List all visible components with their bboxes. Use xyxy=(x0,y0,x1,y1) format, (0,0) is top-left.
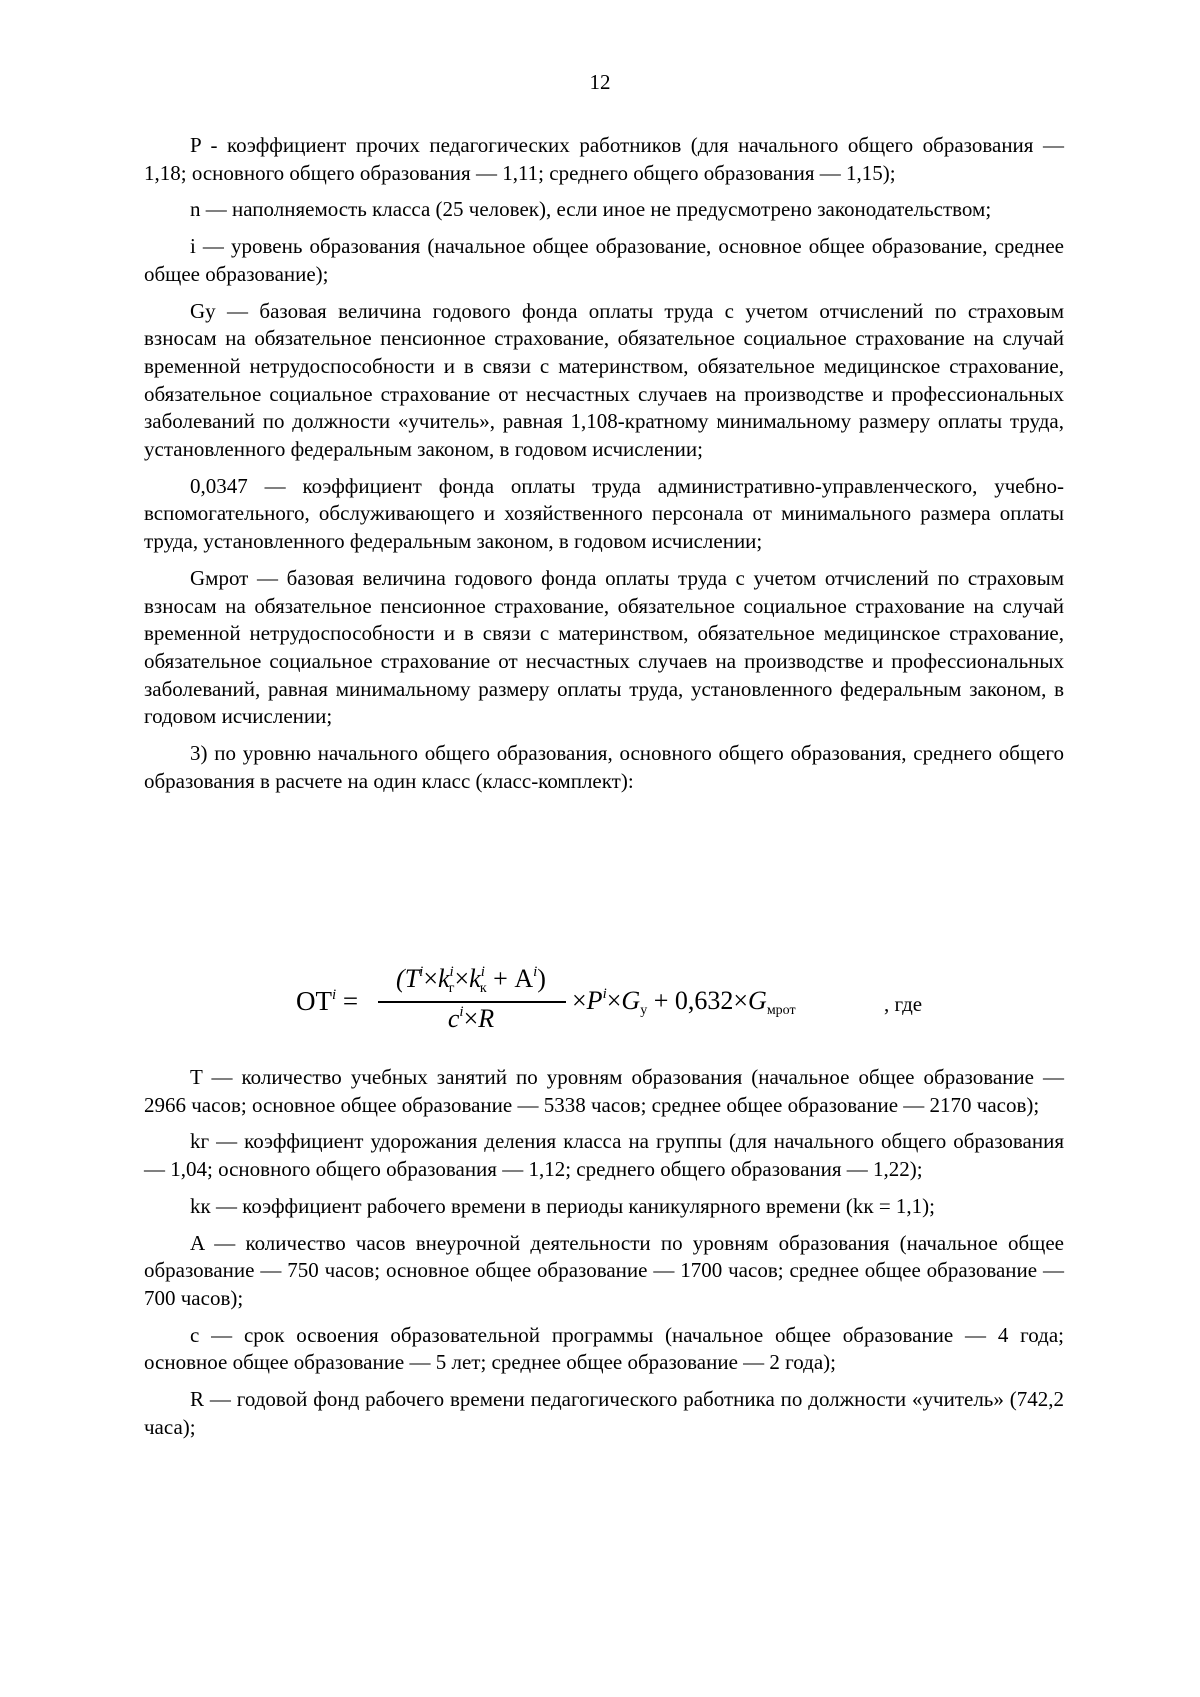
fraction-bar xyxy=(378,1001,566,1003)
page-number: 12 xyxy=(589,70,611,94)
paragraph-0347-coefficient: 0,0347 — коэффициент фонда оплаты труда административно-управленческого, учебно-вспомогательного, обслуживающего и хозяйственного персонала от минимального размера оплаты труда, установленного федеральным законом, в годовом исчислении; xyxy=(144,473,1064,554)
paragraph-gmrot-base: Gмрот — базовая величина годового фонда оплаты труда с учетом отчислений по страховым взносам на обязательное пенсионное страхование, обязательное социальное страхование на случай временной нетрудоспособности и в связи с материнством, обязательное медицинское страхование, обязательное социальное страхование от несчастных случаев на производстве и профессиональных заболеваний, равная минимальному размеру оплаты труда, установленного федеральным законом, в годовом исчислении; xyxy=(144,565,1064,729)
paragraph-a-extracurricular: A — количество часов внеурочной деятельности по уровням образования (начальное общее образование — 750 часов; основное общее образование — 1700 часов; среднее общее образование — 700 часов); xyxy=(144,1230,1064,1310)
paragraph-t-lessons: T — количество учебных занятий по уровням образования (начальное общее образование — 2966 часов; основное общее образование — 5338 часов; среднее общее образование — 2170 часов); xyxy=(144,1065,1064,1117)
formula-denominator: $c^i\times R$ xyxy=(447,1004,495,1033)
paragraph-gy-base: Gу — базовая величина годового фонда оплаты труда с учетом отчислений по страховым взносам на обязательное пенсионное страхование, обязательное социальное страхование на случай временной нетрудоспособности и в связи с материнством, обязательное медицинское страхование, обязательное социальное страхование от несчастных случаев на производстве и профессиональных заболеваний по должности «учитель», равная 1,108-кратному минимальному размеру оплаты труда, установленного федеральным законом, в годовом исчислении; xyxy=(144,298,1064,462)
text-block-top xyxy=(144,132,1064,795)
paragraph-i-level: i — уровень образования (начальное общее образование, основное общее образование, среднее общее образование); xyxy=(144,234,1064,286)
paragraph-per-class-intro: 3) по уровню начального общего образования, основного общего образования, среднего общего образования в расчете на один класс (класс-комплект): xyxy=(144,741,1064,793)
formula-lhs: $OT^i$ = xyxy=(296,986,359,1016)
paragraph-kk-vacation: kк — коэффициент рабочего времени в периоды каникулярного времени (kк = 1,1); xyxy=(190,1193,936,1218)
formula-tail: , где xyxy=(884,992,923,1016)
text-block-bottom xyxy=(144,1064,1064,1441)
paragraph-c-duration: c — срок освоения образовательной программы (начальное общее образование — 4 года; основное общее образование — 5 лет; среднее общее образование — 2 года); xyxy=(144,1322,1064,1375)
formula-rhs: $\times P^i\times G_у + 0,632\times G_{мрот}$ xyxy=(572,986,796,1018)
formula-numerator: $(T^i\times k^i_г\times k^i_к + A^i)$ xyxy=(396,964,546,996)
paragraph-p-coefficient: P - коэффициент прочих педагогических работников (для начального общего образования — 1,18; основного общего образования — 1,11; среднего общего образования — 1,15); xyxy=(144,133,1064,185)
paragraph-kg-groups: kг — коэффициент удорожания деления класса на группы (для начального общего образования — 1,04; основного общего образования — 1,12; среднего общего образования — 1,22); xyxy=(144,1129,1064,1182)
paragraph-n-class-size: n — наполняемость класса (25 человек), если иное не предусмотрено законодательством; xyxy=(190,197,992,222)
paragraph-r-work-time: R — годовой фонд рабочего времени педагогического работника по должности «учитель» (742,2 часа); xyxy=(144,1387,1064,1439)
